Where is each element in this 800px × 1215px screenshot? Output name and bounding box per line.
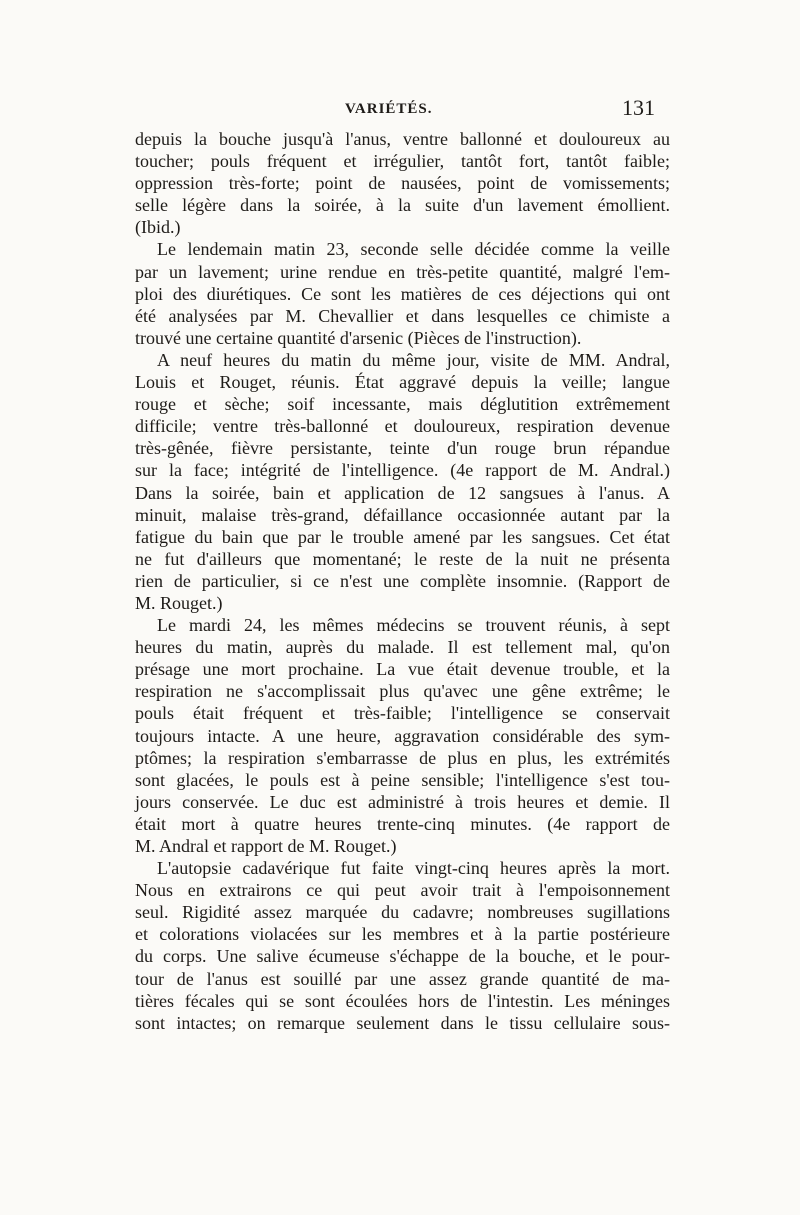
- text-line: du corps. Une salive écumeuse s'échappe de la bouche, et le pour-: [135, 946, 670, 967]
- text-line: ne fut d'ailleurs que momentané; le reste de la nuit ne présenta: [135, 548, 670, 569]
- text-line: depuis la bouche jusqu'à l'anus, ventre ballonné et douloureux au: [135, 129, 670, 149]
- text-line: était mort à quatre heures trente-cinq minutes. (4e rapport de: [135, 813, 670, 834]
- text-line: Louis et Rouget, réunis. État aggravé depuis la veille; langue: [135, 372, 670, 393]
- text-line: tour de l'anus est souillé par une assez grande quantité de ma-: [135, 968, 670, 989]
- text-line: jours conservée. Le duc est administré à trois heures et demie. Il: [135, 791, 670, 812]
- text-line: M. Rouget.): [135, 592, 223, 613]
- body-text: [135, 128, 670, 1034]
- text-line: toucher; pouls fréquent et irrégulier, tantôt fort, tantôt faible;: [135, 151, 670, 172]
- text-line: (Ibid.): [135, 217, 181, 238]
- text-line: respiration ne s'accomplissait plus qu'avec une gêne extrême; le: [135, 681, 670, 702]
- text-line: Le lendemain matin 23, seconde selle décidée comme la veille: [157, 239, 670, 260]
- text-line: toujours intacte. A une heure, aggravation considérable des sym-: [135, 725, 670, 746]
- text-line: seul. Rigidité assez marquée du cadavre; nombreuses sugillations: [135, 902, 670, 923]
- text-line: par un lavement; urine rendue en très-petite quantité, malgré l'em-: [135, 261, 670, 282]
- text-line: Le mardi 24, les mêmes médecins se trouvent réunis, à sept: [157, 615, 670, 636]
- text-line: et colorations violacées sur les membres et à la partie postérieure: [135, 924, 670, 945]
- text-line: sont intactes; on remarque seulement dans le tissu cellulaire sous-: [135, 1012, 670, 1033]
- text-line: difficile; ventre très-ballonné et douloureux, respiration devenue: [135, 416, 670, 437]
- text-line: Dans la soirée, bain et application de 12 sangsues à l'anus. A: [135, 482, 670, 503]
- running-title: VARIÉTÉS.: [345, 101, 433, 117]
- text-line: rien de particulier, si ce n'est une complète insomnie. (Rapport de: [135, 570, 670, 591]
- text-line: ptômes; la respiration s'embarrasse de plus en plus, les extrémités: [135, 747, 670, 768]
- page-header: [135, 95, 655, 125]
- text-line: selle légère dans la soirée, à la suite d'un lavement émollient.: [135, 195, 670, 216]
- text-line: minuit, malaise très-grand, défaillance occasionnée autant par la: [135, 504, 670, 525]
- text-line: A neuf heures du matin du même jour, visite de MM. Andral,: [157, 349, 670, 370]
- text-line: été analysées par M. Chevallier et dans lesquelles ce chimiste a: [135, 305, 670, 326]
- text-line: présage une mort prochaine. La vue était devenue trouble, et la: [135, 659, 670, 680]
- text-line: ploi des diurétiques. Ce sont les matières de ces déjections qui ont: [135, 283, 670, 304]
- text-line: oppression très-forte; point de nausées, point de vomissements;: [135, 173, 670, 194]
- text-line: fatigue du bain que par le trouble amené par les sangsues. Cet état: [135, 526, 670, 547]
- text-line: très-gênée, fièvre persistante, teinte d'un rouge brun répandue: [135, 438, 670, 459]
- page-number: 131: [622, 95, 655, 120]
- text-line: tières fécales qui se sont écoulées hors de l'intestin. Les méninges: [135, 990, 670, 1011]
- text-line: pouls était fréquent et très-faible; l'intelligence se conservait: [135, 703, 670, 724]
- text-line: sont glacées, le pouls est à peine sensible; l'intelligence s'est tou-: [135, 769, 670, 790]
- text-line: Nous en extrairons ce qui peut avoir trait à l'empoisonnement: [135, 880, 670, 901]
- text-line: heures du matin, auprès du malade. Il est tellement mal, qu'on: [135, 637, 670, 658]
- text-line: trouvé une certaine quantité d'arsenic (Pièces de l'instruction).: [135, 327, 582, 348]
- text-line: rouge et sèche; soif incessante, mais déglutition extrêmement: [135, 394, 670, 415]
- text-line: M. Andral et rapport de M. Rouget.): [135, 836, 397, 856]
- text-line: L'autopsie cadavérique fut faite vingt-cinq heures après la mort.: [157, 858, 670, 879]
- text-line: sur la face; intégrité de l'intelligence. (4e rapport de M. Andral.): [135, 460, 670, 481]
